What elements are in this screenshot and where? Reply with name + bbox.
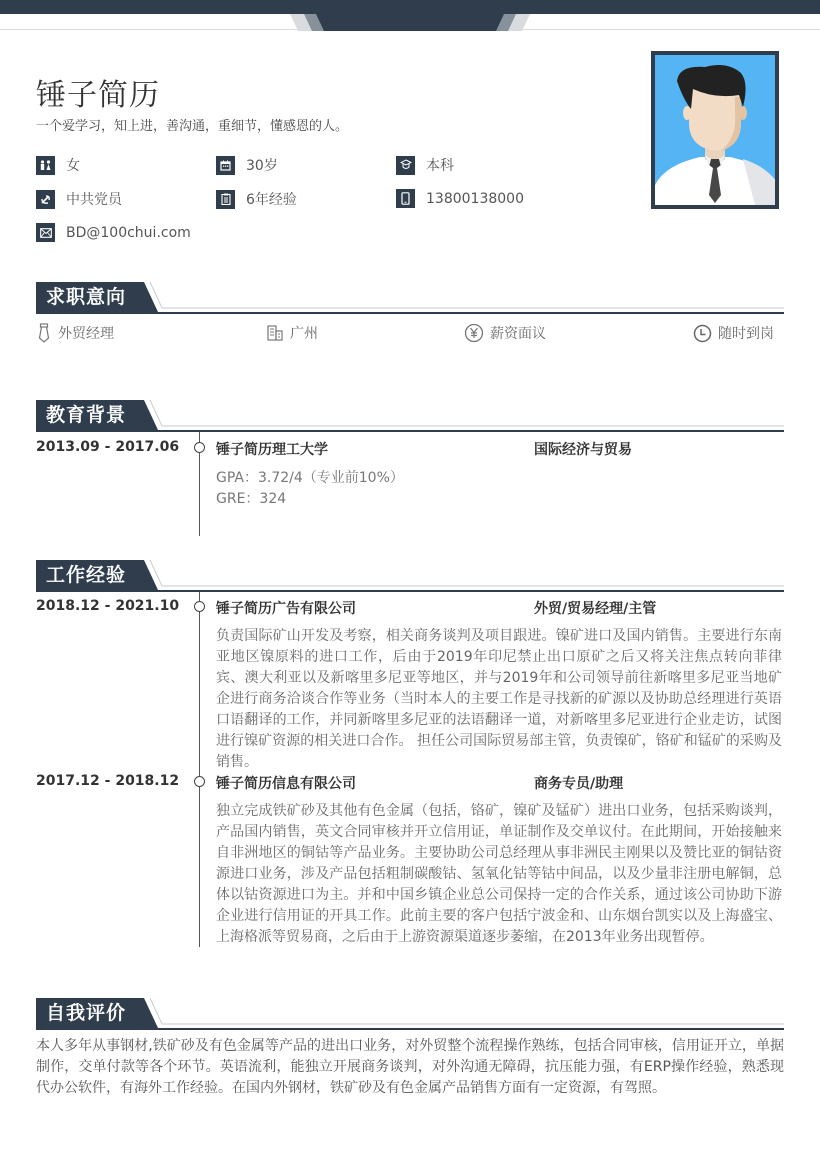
section-title-self-eval: 自我评价: [46, 1002, 127, 1024]
gender-icon: [36, 156, 55, 175]
self-eval-text: 本人多年从事钢材,铁矿砂及有色金属等产品的进出口业务，对外贸整个流程操作熟练，包括合同审核，信用证开立，单据制作，交单付款等各个环节。英语流利，能独立开展商务谈判，对外沟通无障碍，抗压能力强，有ERP操作经验，熟悉现代办公软件，有海外工作经验。在国内外钢材，铁矿砂及有色金属产品销售方面有一定资源，有驾照。: [36, 1038, 784, 1096]
avatar-illustration: [655, 55, 775, 205]
info-experience-value: 6年经验: [246, 192, 297, 208]
phone-icon: [396, 189, 415, 208]
section-title-work: 工作经验: [46, 564, 127, 586]
section-header-intent: [36, 282, 784, 314]
intent-position-value: 外贸经理: [58, 326, 114, 342]
tie-icon: [36, 323, 52, 343]
section-title-intent: 求职意向: [46, 286, 127, 308]
work-timeline-dot: [194, 776, 205, 787]
work-description-2: 独立完成铁矿砂及其他有色金属（包括，铬矿，镍矿及锰矿）进出口业务，包括采购谈判，产品国内销售，英文合同审核并开立信用证，单证制作及交单议付。在此期间，开始接触来自非洲地区的铜钴等产品业务。主要协助公司总经理从事非洲民主刚果以及赞比亚的铜钴资源进口业务，涉及产品包括粗制碳酸钴、氢氧化钴等钴中间品，以及少量非注册电解铜，总体以钴资源进口为主。并和中国乡镇企业总公司保持一定的合作关系，通过该公司协助下游企业进行信用证的开具工作。此前主要的客户包括宁波金和、山东烟台凯实以及上海盛宝、上海格派等贸易商，之后由于上游资源渠道逐步萎缩，在2013年业务出现暂停。: [216, 803, 782, 945]
clipboard-icon: [216, 190, 235, 209]
intent-availability: [693, 323, 774, 343]
section-header-decoration: [36, 282, 784, 314]
work-company-1: 锤子简历广告有限公司: [216, 601, 356, 617]
section-header-self-eval: [36, 998, 784, 1030]
info-degree: [396, 155, 454, 175]
info-politics-value: 中共党员: [66, 192, 122, 208]
info-age: [216, 155, 278, 175]
section-header-decoration: [36, 998, 784, 1030]
education-date: 2013.09 - 2017.06: [36, 439, 180, 455]
work-description-1: 负责国际矿山开发及考察，相关商务谈判及项目跟进。镍矿进口及国内销售。主要进行东南亚地区镍原料的进口工作，后由于2019年印尼禁止出口原矿之后又将关注焦点转向菲律宾、澳大利亚以及新喀里多尼亚等地区，并与2019年和公司领导前往新喀里多尼亚当地矿企进行商务洽谈合作等业务（当时本人的主要工作是寻找新的矿源以及协助总经理进行英语口语翻译的工作，并同新喀里多尼亚的法语翻译一道，对新喀里多尼亚进行企业走访，试图进行镍矿资源的相关进口合作。 担任公司国际贸易部主管，负责镍矿，铬矿和锰矿的采购及销售。: [216, 628, 782, 770]
building-icon: [266, 324, 284, 342]
education-gpa: GPA：3.72/4（专业前10%）: [216, 470, 404, 486]
work-date-2: 2017.12 - 2018.12: [36, 773, 180, 789]
info-gender: [36, 155, 80, 175]
intent-availability-value: 随时到岗: [718, 326, 774, 342]
info-email-value[interactable]: BD@100chui.com: [66, 224, 191, 241]
info-degree-value: 本科: [426, 158, 454, 174]
intent-city-value: 广州: [290, 326, 318, 342]
education-major: 国际经济与贸易: [534, 442, 632, 458]
info-age-value: 30岁: [246, 158, 278, 174]
intent-position: [36, 323, 114, 343]
yen-icon: [464, 323, 484, 343]
info-experience: [216, 189, 297, 209]
clock-icon: [693, 324, 712, 343]
info-politics: [36, 189, 122, 209]
intent-salary-value: 薪资面议: [490, 326, 546, 342]
party-emblem-icon: [36, 190, 55, 209]
mail-icon: [36, 223, 55, 242]
top-banner: [0, 0, 820, 14]
education-timeline-dot: [194, 442, 205, 453]
education-school: 锤子简历理工大学: [216, 442, 328, 458]
work-date-1: 2018.12 - 2021.10: [36, 598, 180, 614]
info-gender-value: 女: [66, 158, 80, 174]
info-phone-value[interactable]: 13800138000: [426, 190, 524, 207]
work-timeline-dot: [194, 601, 205, 612]
intent-salary: [464, 323, 546, 343]
section-header-decoration: [36, 400, 784, 432]
calendar-icon: [216, 156, 235, 175]
info-phone: [396, 189, 524, 208]
resume-name: 锤子简历: [36, 78, 160, 113]
info-email: [36, 223, 191, 242]
section-header-education: [36, 400, 784, 432]
section-title-education: 教育背景: [46, 404, 127, 426]
work-company-2: 锤子简历信息有限公司: [216, 776, 356, 792]
profile-photo: [651, 51, 779, 209]
resume-motto: 一个爱学习，知上进，善沟通，重细节，懂感恩的人。: [36, 119, 349, 134]
work-role-1: 外贸/贸易经理/主管: [534, 601, 657, 617]
section-header-decoration: [36, 560, 784, 592]
intent-city: [266, 323, 318, 343]
top-tab-decoration: [290, 14, 530, 31]
graduation-cap-icon: [396, 156, 415, 175]
work-timeline-line: [199, 592, 200, 947]
section-header-work: [36, 560, 784, 592]
education-gre: GRE：324: [216, 491, 287, 507]
work-role-2: 商务专员/助理: [534, 776, 624, 792]
